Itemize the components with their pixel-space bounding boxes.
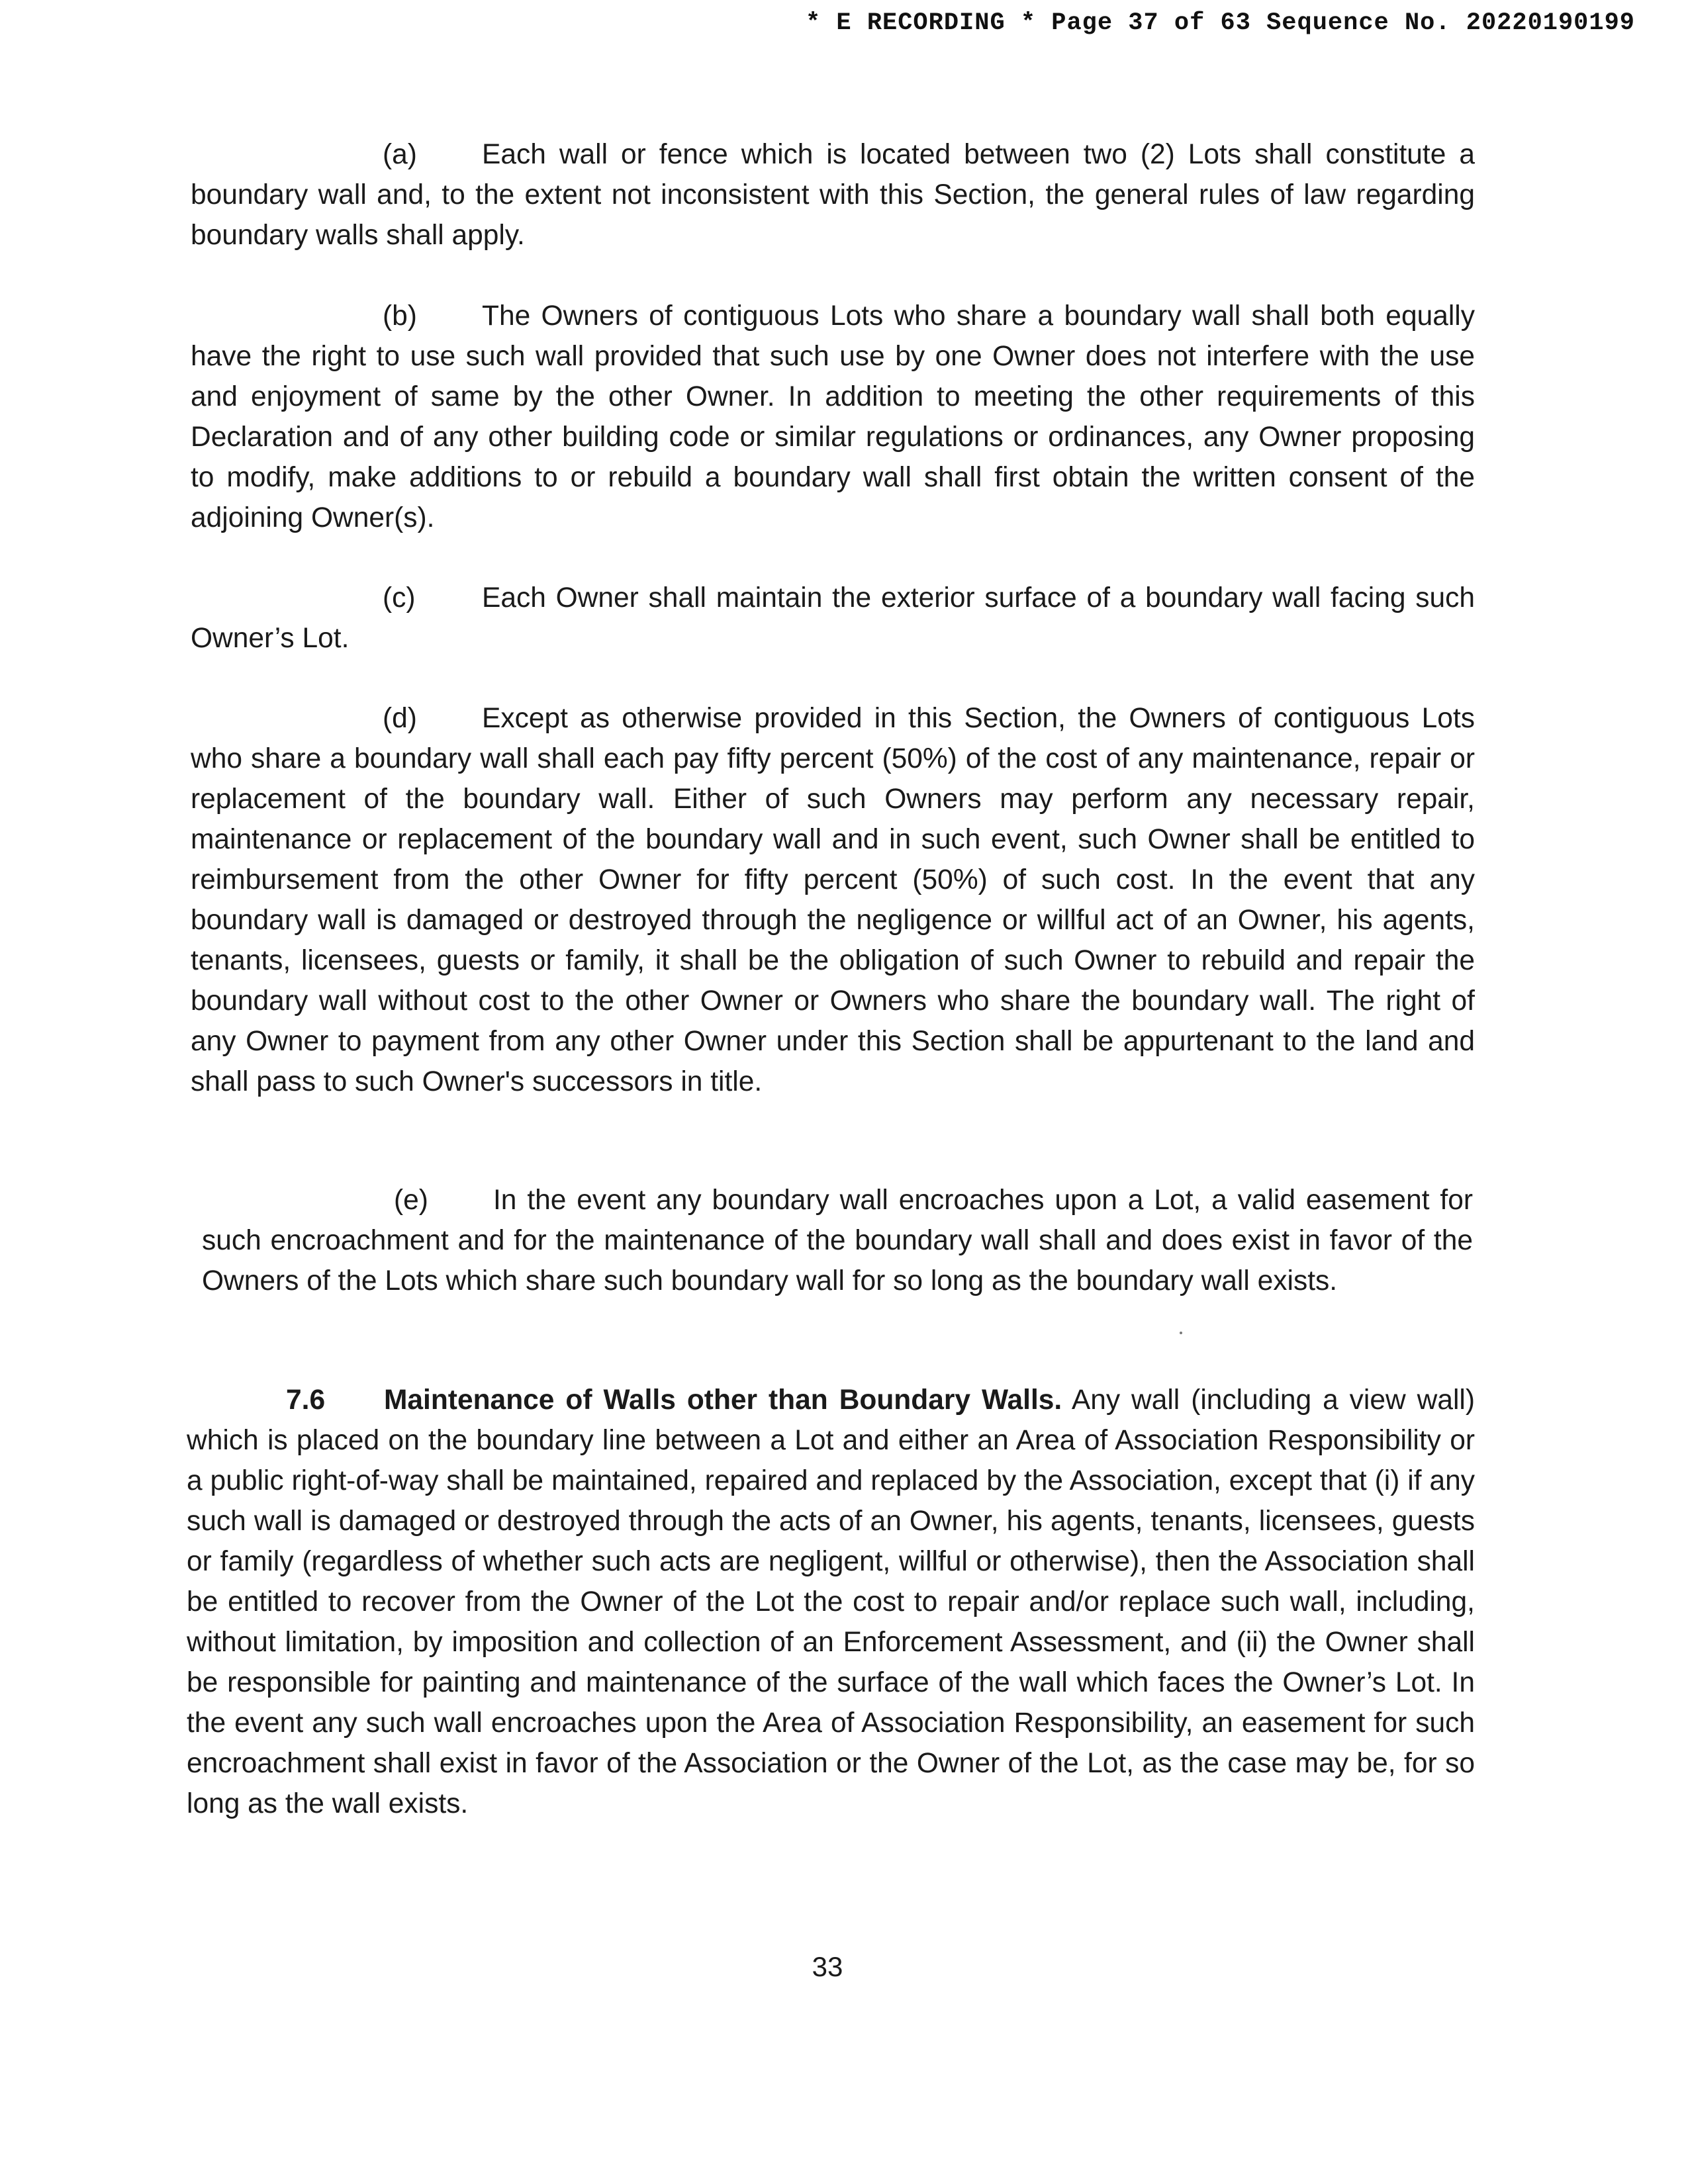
paragraph-a-label: (a) <box>383 139 417 170</box>
paragraph-b <box>191 296 1475 538</box>
paragraph-c-text: Each Owner shall maintain the exterior surface of a boundary wall facing such Owner’s Lot. <box>191 582 1475 654</box>
paragraph-c-label: (c) <box>383 582 416 614</box>
paragraph-c <box>191 578 1475 659</box>
section-7-6-title: Maintenance of Walls other than Boundary Walls. <box>384 1385 1062 1416</box>
paragraph-b-text: The Owners of contiguous Lots who share a boundary wall shall both equally have the right to use such wall provided that such use by one Owner does not interfere with the use and enjoyment of same by the other Owner. In addition to meeting the other requirements of this Declaration and of any other building code or similar regulations or ordinances, any Owner proposing to modify, make additions to or rebuild a boundary wall shall first obtain the written consent of the adjoining Owner(s). <box>191 300 1475 533</box>
paragraph-d-label: (d) <box>383 703 417 734</box>
scan-speck <box>1180 1332 1182 1334</box>
section-7-6-text: Any wall (including a view wall) which is placed on the boundary line between a Lot and either an Area of Association Responsibility or a public right-of-way shall be maintained, repaired and replaced by the Association, except that (i) if any such wall is damaged or destroyed through the acts of an Owner, his agents, tenants, licensees, guests or family (regardless of whether such acts are negligent, willful or otherwise), then the Association shall be entitled to recover from the Owner of the Lot the cost to repair and/or replace such wall, including, without limitation, by imposition and collection of an Enforcement Assessment, and (ii) the Owner shall be responsible for painting and maintenance of the surface of the wall which faces the Owner’s Lot. In the event any such wall encroaches upon the Area of Association Responsibility, an easement for such encroachment shall exist in favor of the Association or the Owner of the Lot, as the case may be, for so long as the wall exists. <box>187 1385 1475 1819</box>
paragraph-e-text: In the event any boundary wall encroaches upon a Lot, a valid easement for such encroachment and for the maintenance of the boundary wall shall and does exist in favor of the Owners of the Lots which share such boundary wall for so long as the boundary wall exists. <box>202 1185 1473 1297</box>
paragraph-d-text: Except as otherwise provided in this Section, the Owners of contiguous Lots who share a boundary wall shall each pay fifty percent (50%) of the cost of any maintenance, repair or replacement of the boundary wall. Either of such Owners may perform any necessary repair, maintenance or replacement of the boundary wall and in such event, such Owner shall be entitled to reimbursement from the other Owner for fifty percent (50%) of such cost. In the event that any boundary wall is damaged or destroyed through the negligence or willful act of an Owner, his agents, tenants, licensees, guests or family, it shall be the obligation of such Owner to rebuild and repair the boundary wall without cost to the other Owner or Owners who share the boundary wall. The right of any Owner to payment from any other Owner under this Section shall be appurtenant to the land and shall pass to such Owner's successors in title. <box>191 703 1475 1097</box>
section-7-6-number: 7.6 <box>286 1385 326 1416</box>
page-number: 33 <box>812 1951 843 1982</box>
recording-stamp: * E RECORDING * Page 37 of 63 Sequence No. 20220190199 <box>806 9 1635 37</box>
paragraph-a-text: Each wall or fence which is located between two (2) Lots shall constitute a boundary wall and, to the extent not inconsistent with this Section, the general rules of law regarding boundary walls shall apply. <box>191 139 1475 251</box>
paragraph-b-label: (b) <box>383 300 417 332</box>
paragraph-e-label: (e) <box>394 1185 428 1216</box>
paragraph-e <box>202 1180 1473 1301</box>
section-7-6 <box>187 1380 1475 1824</box>
paragraph-d <box>191 698 1475 1102</box>
paragraph-a <box>191 134 1475 255</box>
